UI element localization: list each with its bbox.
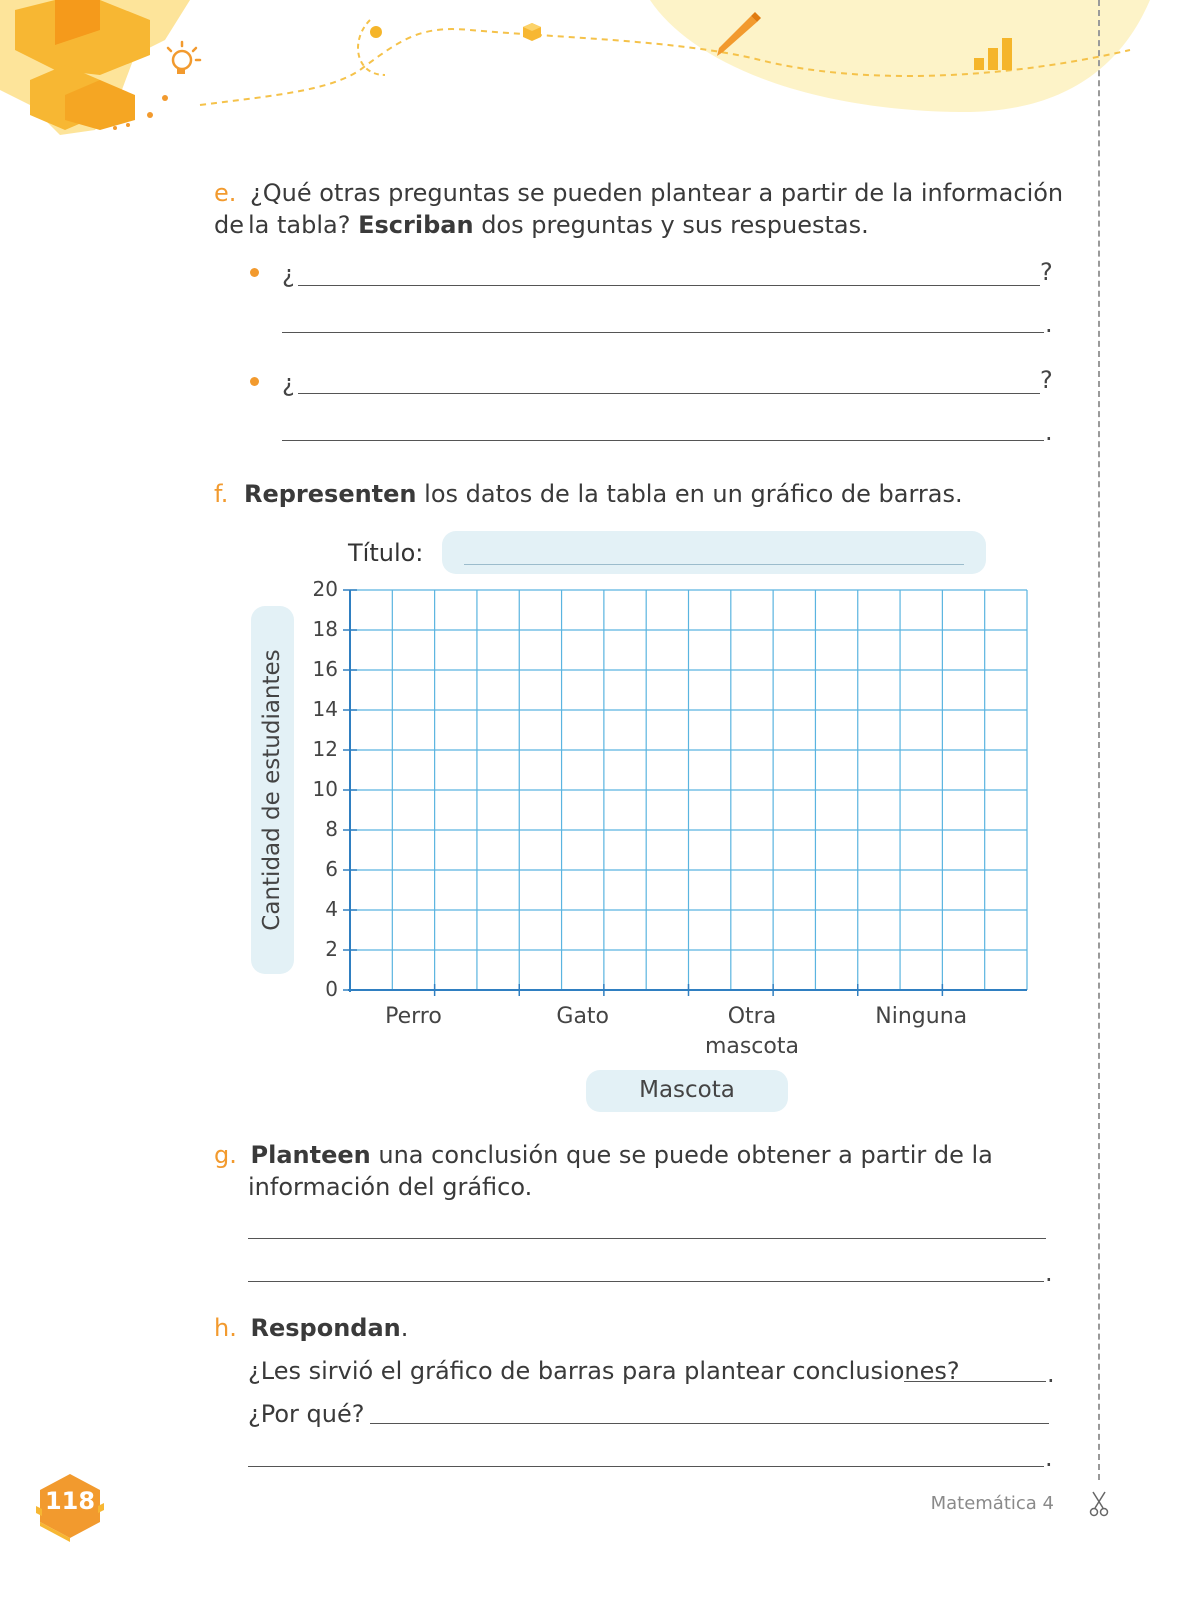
answer-line[interactable] bbox=[248, 1238, 1046, 1239]
y-tick-label: 2 bbox=[325, 937, 338, 961]
question-letter: f. bbox=[214, 480, 229, 508]
close-question-mark: ? bbox=[1040, 258, 1053, 286]
question-e-line2 bbox=[248, 209, 869, 241]
question-letter: g. bbox=[214, 1141, 237, 1169]
instruction-verb: Planteen bbox=[250, 1141, 371, 1169]
x-category-label bbox=[343, 1002, 483, 1032]
question-h-line2: ¿Por qué? bbox=[248, 1400, 365, 1428]
category-label-line: mascota bbox=[704, 1034, 799, 1059]
close-question-mark: ? bbox=[1040, 366, 1053, 394]
chart-title-label: Título: bbox=[348, 539, 424, 567]
bullet bbox=[250, 377, 259, 386]
question-letter: h. bbox=[214, 1314, 237, 1342]
scissors-icon bbox=[1089, 1490, 1109, 1518]
lightbulb-icon bbox=[162, 40, 206, 84]
y-tick-label: 16 bbox=[312, 657, 338, 681]
page-number: 118 bbox=[44, 1487, 96, 1515]
question-f bbox=[214, 478, 963, 510]
question-g bbox=[214, 1139, 993, 1171]
bullet bbox=[250, 268, 259, 277]
question-g-line2: información del gráfico. bbox=[248, 1173, 533, 1201]
y-tick-label: 20 bbox=[312, 577, 338, 601]
bar-chart-icon bbox=[972, 36, 1020, 72]
question-text: dos preguntas y sus respuestas. bbox=[481, 211, 869, 239]
period: . bbox=[1047, 1360, 1055, 1388]
instruction-verb: Escriban bbox=[358, 211, 474, 239]
x-axis-label: Mascota bbox=[639, 1077, 735, 1103]
period: . bbox=[400, 1314, 409, 1342]
period: . bbox=[1045, 1444, 1053, 1472]
open-question-mark: ¿ bbox=[282, 369, 295, 397]
question-text: una conclusión que se puede obtener a partir de la bbox=[378, 1141, 993, 1169]
y-tick-label: 18 bbox=[312, 617, 338, 641]
y-tick-label: 8 bbox=[325, 817, 338, 841]
answer-line[interactable] bbox=[298, 285, 1040, 286]
answer-line[interactable] bbox=[282, 332, 1044, 333]
x-category-label bbox=[851, 1002, 991, 1032]
question-h bbox=[214, 1312, 408, 1344]
answer-line[interactable] bbox=[370, 1423, 1049, 1424]
y-tick-label: 14 bbox=[312, 697, 338, 721]
y-tick-label: 10 bbox=[312, 777, 338, 801]
pin-icon bbox=[368, 24, 384, 40]
cut-line bbox=[1098, 0, 1100, 1480]
question-text: ¿Qué otras preguntas se pueden plantear a partir de la información de bbox=[214, 179, 1064, 239]
answer-line[interactable] bbox=[248, 1281, 1044, 1282]
period: . bbox=[1045, 418, 1053, 446]
question-letter: e. bbox=[214, 179, 237, 207]
answer-line[interactable] bbox=[298, 393, 1040, 394]
footer-book-title: Matemática 4 bbox=[930, 1493, 1054, 1514]
chart-title-field[interactable] bbox=[442, 531, 986, 574]
category-label-line: Gato bbox=[556, 1004, 610, 1029]
y-tick-label: 6 bbox=[325, 857, 338, 881]
question-h-line1: ¿Les sirvió el gráfico de barras para plantear conclusiones? bbox=[248, 1357, 960, 1385]
question-text: los datos de la tabla en un gráfico de barras. bbox=[424, 480, 963, 508]
bar-chart-grid bbox=[340, 585, 1040, 1005]
answer-line[interactable] bbox=[904, 1381, 1046, 1382]
y-tick-label: 12 bbox=[312, 737, 338, 761]
chart-title-line bbox=[464, 564, 964, 565]
y-tick-label: 0 bbox=[325, 977, 338, 1001]
y-axis-label: Cantidad de estudiantes bbox=[259, 649, 285, 931]
answer-line[interactable] bbox=[282, 440, 1044, 441]
x-category-label bbox=[513, 1002, 653, 1032]
question-text: la tabla? bbox=[248, 211, 351, 239]
category-label-line: Ninguna bbox=[875, 1004, 968, 1029]
pencil-icon bbox=[715, 12, 763, 56]
open-question-mark: ¿ bbox=[282, 260, 295, 288]
category-label-line: Otra bbox=[727, 1004, 777, 1029]
x-category-label bbox=[682, 1002, 822, 1062]
y-tick-label: 4 bbox=[325, 897, 338, 921]
instruction-verb: Respondan bbox=[250, 1314, 401, 1342]
category-label-line: Perro bbox=[385, 1004, 442, 1029]
instruction-verb: Representen bbox=[243, 480, 417, 508]
period: . bbox=[1045, 310, 1053, 338]
period: . bbox=[1045, 1259, 1053, 1287]
answer-line[interactable] bbox=[248, 1466, 1044, 1467]
cube-icon bbox=[522, 22, 542, 42]
